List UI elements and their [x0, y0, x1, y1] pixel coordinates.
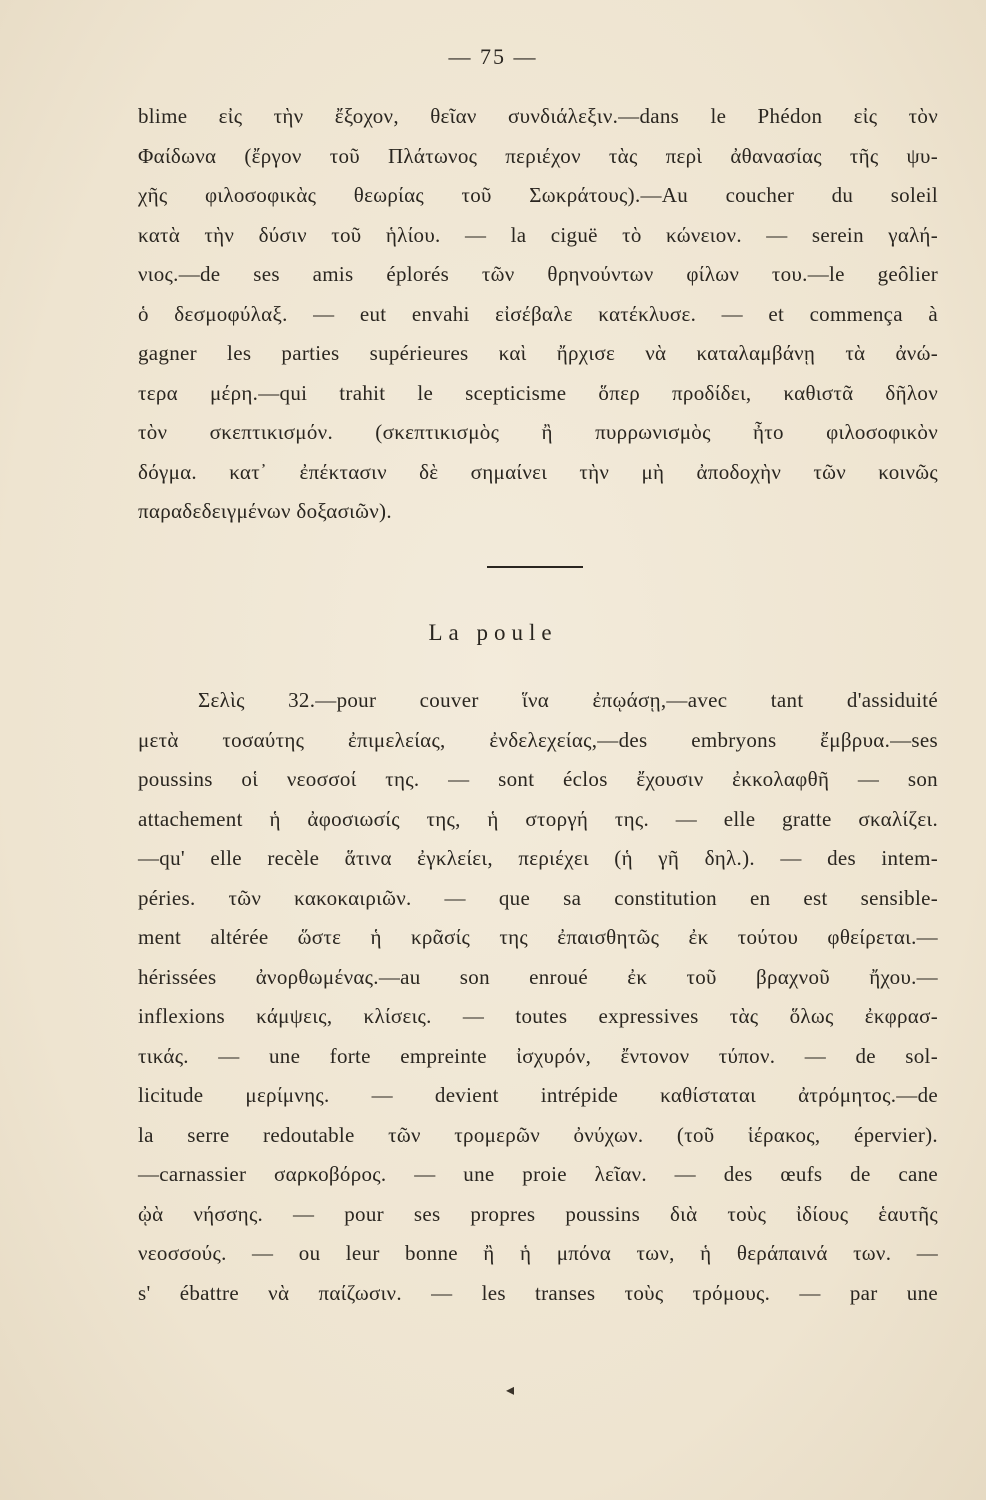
- text-line: παραδεδειγμένων δοξασιῶν).: [138, 499, 392, 523]
- text-line: hérissées ἀνορθωμένας.—au son enroué ἐκ τοῦ βραχνοῦ ἤχου.—: [138, 964, 938, 989]
- section-title: La poule: [428, 620, 558, 645]
- text-line: νεοσσούς. — ou leur bonne ἢ ἡ μπόνα των, ἡ θεράπαινά των. —: [138, 1241, 938, 1265]
- paragraph-phedon-notes: [138, 97, 938, 532]
- printer-mark-icon: ◂: [506, 1380, 515, 1399]
- text-line: poussins οἱ νεοσσοί της. — sont éclos ἔχουσιν ἐκκολαφθῆ — son: [138, 767, 938, 791]
- text-line: licitude μερίμνης. — devient intrépide καθίσταται ἀτρόμητος.—de: [138, 1083, 938, 1107]
- text-line: δόγμα. κατ᾽ ἐπέκτασιν δὲ σημαίνει τὴν μὴ ἀποδοχὴν τῶν κοινῶς: [138, 459, 938, 484]
- text-line: la serre redoutable τῶν τρομερῶν ὀνύχων. (τοῦ ἱέρακος, épervier).: [138, 1122, 938, 1147]
- text-line: blime εἰς τὴν ἔξοχον, θεῖαν συνδιάλεξιν.—dans le Phédon εἰς τὸν: [138, 104, 938, 128]
- text-line: νιος.—de ses amis éplorés τῶν θρηνούντων φίλων του.—le geôlier: [138, 262, 938, 286]
- section-divider: [487, 566, 583, 568]
- text-line: κατὰ τὴν δύσιν τοῦ ἡλίου. — la ciguë τὸ κώνειον. — serein γαλή-: [138, 222, 938, 247]
- text-line: Φαίδωνα (ἔργον τοῦ Πλάτωνος περιέχον τὰς περὶ ἀθανασίας τῆς ψυ-: [138, 143, 938, 168]
- text-line: τερα μέρη.—qui trahit le scepticisme ὅπερ προδίδει, καθιστᾶ δῆλον: [138, 380, 938, 405]
- text-line: —carnassier σαρκοβόρος. — une proie λεῖαν. — des œufs de cane: [138, 1162, 938, 1186]
- text-line: inflexions κάμψεις, κλίσεις. — toutes expressives τὰς ὅλως ἐκφρασ-: [138, 1004, 938, 1028]
- text-line: péries. τῶν κακοκαιριῶν. — que sa constitution en est sensible-: [138, 885, 938, 910]
- page-number: — 75 —: [448, 44, 538, 69]
- text-line: ment altérée ὥστε ἡ κρᾶσίς της ἐπαισθητῶς ἐκ τούτου φθείρεται.—: [138, 925, 938, 949]
- paragraph-la-poule-notes: [138, 681, 938, 1313]
- text-line: τὸν σκεπτικισμόν. (σκεπτικισμὸς ἢ πυρρωνισμὸς ἦτο φιλοσοφικὸν: [138, 420, 938, 444]
- text-line: ᾠὰ νήσσης. — pour ses propres poussins διὰ τοὺς ἰδίους ἑαυτῆς: [138, 1201, 938, 1226]
- text-line: Σελὶς 32.—pour couver ἵνα ἐπῳάσῃ,—avec tant d'assiduité: [198, 688, 938, 712]
- text-line: attachement ἡ ἀφοσιωσίς της, ἡ στοργή της. — elle gratte σκαλίζει.: [138, 806, 938, 831]
- text-line: χῆς φιλοσοφικὰς θεωρίας τοῦ Σωκράτους).—Au coucher du soleil: [138, 183, 938, 207]
- text-line: μετὰ τοσαύτης ἐπιμελείας, ἐνδελεχείας,—des embryons ἔμβρυα.—ses: [138, 727, 938, 752]
- text-line: ὁ δεσμοφύλαξ. — eut envahi εἰσέβαλε κατέκλυσε. — et commença à: [138, 301, 938, 326]
- text-line: gagner les parties supérieures καὶ ἤρχισε νὰ καταλαμβάνῃ τὰ ἀνώ-: [138, 341, 938, 365]
- text-line: s' ébattre νὰ παίζωσιν. — les transes τοὺς τρόμους. — par une: [138, 1280, 938, 1305]
- text-line: τικάς. — une forte empreinte ἰσχυρόν, ἔντονον τύπον. — de sol-: [138, 1043, 938, 1068]
- text-line: —qu' elle recèle ἅτινα ἐγκλείει, περιέχει (ἡ γῆ δηλ.). — des intem-: [138, 846, 938, 870]
